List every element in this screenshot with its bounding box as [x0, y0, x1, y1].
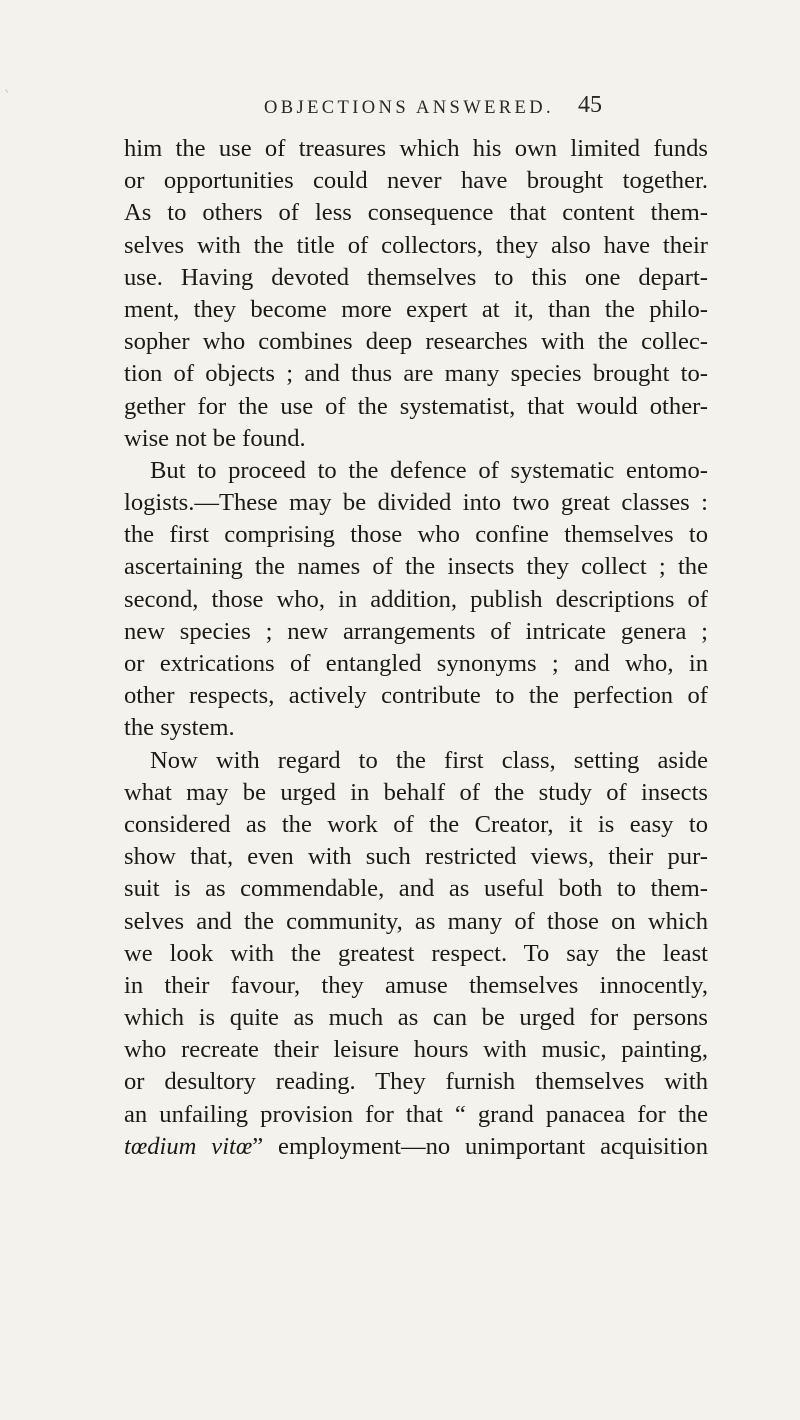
text-line: ment, they become more expert at it, than the philo-: [124, 295, 708, 323]
running-title: OBJECTIONS ANSWERED.: [264, 98, 555, 118]
text-line: him the use of treasures which his own limited funds: [124, 135, 708, 162]
italic-phrase: tœdium vitœ: [124, 1132, 253, 1160]
text-line: show that, even with such restricted views, their pur-: [124, 843, 708, 871]
text-line: we look with the greatest respect. To say the least: [124, 939, 708, 967]
text-line: But to proceed to the defence of systematic entomo-: [150, 456, 708, 484]
text-line: selves and the community, as many of those on which: [124, 907, 708, 935]
text-line: or desultory reading. They furnish themselves with: [124, 1068, 708, 1096]
text-line: who recreate their leisure hours with music, painting,: [124, 1036, 708, 1064]
text-line: gether for the use of the systematist, that would other-: [124, 392, 708, 420]
text-line: what may be urged in behalf of the study of insects: [124, 778, 708, 806]
final-line-rest: ” employment—no unimportant acquisition: [252, 1132, 708, 1160]
text-line: the system.: [124, 714, 235, 742]
text-line: new species ; new arrangements of intricate genera ;: [124, 617, 708, 645]
text-line-final: [124, 1131, 708, 1163]
text-line: Now with regard to the first class, setting aside: [150, 746, 708, 774]
text-line: considered as the work of the Creator, it is easy to: [124, 810, 708, 838]
text-line: use. Having devoted themselves to this one depart-: [124, 263, 708, 291]
text-line: an unfailing provision for that “ grand panacea for the: [124, 1100, 708, 1128]
text-line: As to others of less consequence that content them-: [124, 199, 708, 227]
scan-mark: [5, 87, 11, 93]
text-line: the first comprising those who confine themselves to: [124, 521, 708, 549]
text-line: ascertaining the names of the insects they collect ; the: [124, 553, 708, 581]
text-line: tion of objects ; and thus are many species brought to-: [124, 360, 708, 388]
body-text: [124, 133, 708, 1163]
text-line: in their favour, they amuse themselves innocently,: [124, 971, 708, 999]
text-line: second, those who, in addition, publish descriptions of: [124, 585, 708, 613]
text-line: which is quite as much as can be urged for persons: [124, 1004, 708, 1032]
text-line: suit is as commendable, and as useful both to them-: [124, 875, 708, 903]
text-line: or opportunities could never have brought together.: [124, 167, 708, 195]
text-line: selves with the title of collectors, they also have their: [124, 231, 708, 259]
text-line: logists.—These may be divided into two great classes :: [124, 489, 708, 517]
page-number: 45: [578, 92, 602, 118]
text-line: wise not be found.: [124, 424, 306, 452]
text-line: other respects, actively contribute to the perfection of: [124, 682, 708, 710]
text-line: or extrications of entangled synonyms ; and who, in: [124, 650, 708, 677]
text-line: sopher who combines deep researches with the collec-: [124, 328, 708, 356]
